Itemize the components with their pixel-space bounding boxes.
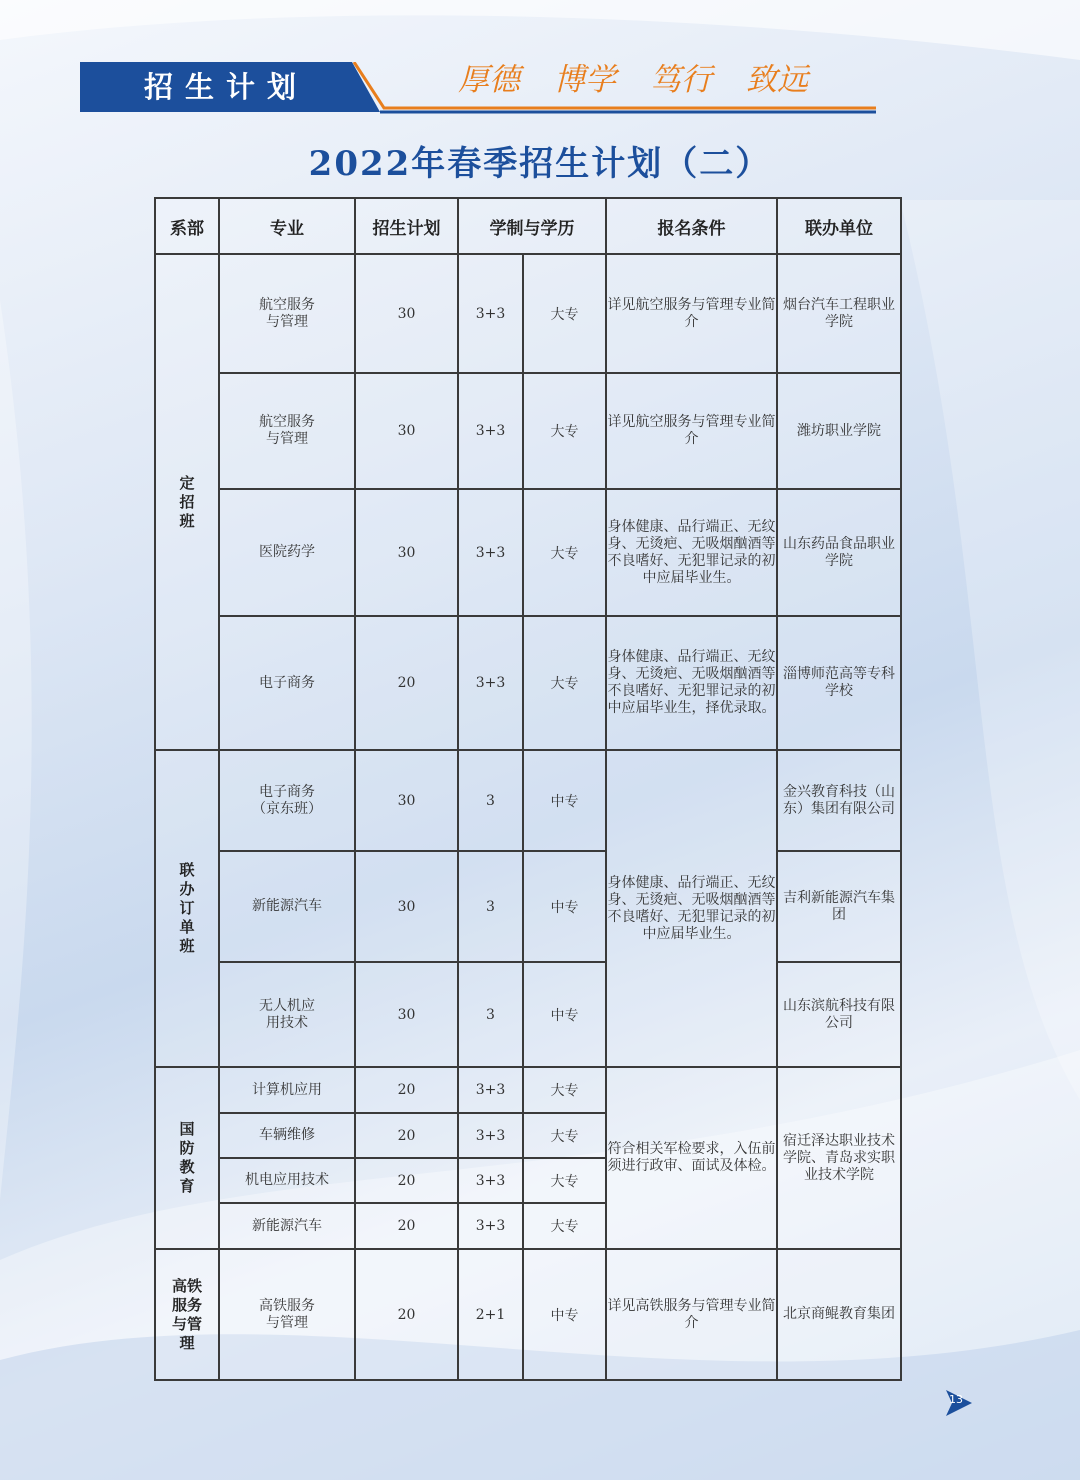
page-number: 13 [949, 1393, 963, 1406]
motto-word: 博学 [554, 62, 616, 98]
major-cell: 航空服务 与管理 [219, 373, 355, 489]
requirements-cell: 详见高铁服务与管理专业简介 [606, 1249, 777, 1380]
major-cell: 计算机应用 [219, 1067, 355, 1113]
years-cell: 2+1 [458, 1249, 523, 1380]
plan-cell: 20 [355, 616, 458, 750]
years-cell: 3+3 [458, 1158, 523, 1203]
plan-cell: 30 [355, 750, 458, 851]
requirements-cell: 符合相关军检要求，入伍前须进行政审、面试及体检。 [606, 1067, 777, 1249]
level-cell: 大专 [523, 254, 606, 373]
motto-word: 笃行 [650, 62, 712, 98]
enrollment-plan-table [154, 197, 902, 1381]
level-cell: 中专 [523, 1249, 606, 1380]
page-title: 2022年春季招生计划（二） [308, 144, 772, 184]
years-cell: 3 [458, 750, 523, 851]
requirements-cell: 身体健康、品行端正、无纹身、无烫疤、无吸烟酗酒等不良嗜好、无犯罪记录的初中应届毕业生，择优录取。 [606, 616, 777, 750]
partner-cell: 山东滨航科技有限公司 [777, 962, 901, 1067]
level-cell: 大专 [523, 373, 606, 489]
plan-cell: 30 [355, 373, 458, 489]
table-header-row [155, 198, 901, 254]
dept-cell: 高铁服务与管理 [155, 1249, 219, 1380]
years-cell: 3+3 [458, 616, 523, 750]
requirements-cell: 身体健康、品行端正、无纹身、无烫疤、无吸烟酗酒等不良嗜好、无犯罪记录的初中应届毕业生。 [606, 750, 777, 1067]
partner-cell: 山东药品食品职业学院 [777, 489, 901, 616]
level-cell: 大专 [523, 1113, 606, 1158]
header-requirements: 报名条件 [606, 198, 777, 254]
years-cell: 3+3 [458, 489, 523, 616]
level-cell: 中专 [523, 851, 606, 962]
plan-cell: 20 [355, 1113, 458, 1158]
table-row [155, 373, 901, 489]
years-cell: 3 [458, 851, 523, 962]
major-cell: 航空服务 与管理 [219, 254, 355, 373]
plan-cell: 30 [355, 254, 458, 373]
level-cell: 中专 [523, 750, 606, 851]
school-motto [458, 58, 878, 102]
table-row [155, 1067, 901, 1113]
header-dept: 系部 [155, 198, 219, 254]
header-duration: 学制与学历 [458, 198, 606, 254]
major-cell: 新能源汽车 [219, 1203, 355, 1249]
requirements-cell: 详见航空服务与管理专业简介 [606, 373, 777, 489]
major-cell: 无人机应 用技术 [219, 962, 355, 1067]
plan-cell: 20 [355, 1067, 458, 1113]
table-row [155, 489, 901, 616]
years-cell: 3 [458, 962, 523, 1067]
plan-cell: 20 [355, 1158, 458, 1203]
major-cell: 医院药学 [219, 489, 355, 616]
major-cell: 电子商务 （京东班） [219, 750, 355, 851]
section-header: 招生计划 [80, 62, 352, 112]
years-cell: 3+3 [458, 254, 523, 373]
years-cell: 3+3 [458, 373, 523, 489]
partner-cell: 潍坊职业学院 [777, 373, 901, 489]
header-plan: 招生计划 [355, 198, 458, 254]
plan-cell: 20 [355, 1249, 458, 1380]
requirements-cell: 详见航空服务与管理专业简介 [606, 254, 777, 373]
table-row [155, 1249, 901, 1380]
dept-cell: 国防教育 [155, 1067, 219, 1249]
table-row [155, 616, 901, 750]
header-major: 专业 [219, 198, 355, 254]
partner-cell: 宿迁泽达职业技术学院、青岛求实职业技术学院 [777, 1067, 901, 1249]
motto-word: 厚德 [458, 62, 520, 98]
level-cell: 大专 [523, 616, 606, 750]
header-partner: 联办单位 [777, 198, 901, 254]
partner-cell: 吉利新能源汽车集团 [777, 851, 901, 962]
major-cell: 车辆维修 [219, 1113, 355, 1158]
major-cell: 机电应用技术 [219, 1158, 355, 1203]
major-cell: 高铁服务 与管理 [219, 1249, 355, 1380]
major-cell: 新能源汽车 [219, 851, 355, 962]
dept-cell: 定招班 [155, 254, 219, 750]
partner-cell: 金兴教育科技（山东）集团有限公司 [777, 750, 901, 851]
plan-cell: 30 [355, 851, 458, 962]
level-cell: 大专 [523, 1203, 606, 1249]
years-cell: 3+3 [458, 1113, 523, 1158]
table-row [155, 254, 901, 373]
plan-cell: 20 [355, 1203, 458, 1249]
years-cell: 3+3 [458, 1067, 523, 1113]
level-cell: 中专 [523, 962, 606, 1067]
major-cell: 电子商务 [219, 616, 355, 750]
dept-cell: 联办订单班 [155, 750, 219, 1067]
motto-word: 致远 [746, 62, 808, 98]
level-cell: 大专 [523, 1158, 606, 1203]
partner-cell: 烟台汽车工程职业学院 [777, 254, 901, 373]
plan-cell: 30 [355, 489, 458, 616]
table-row [155, 962, 901, 1067]
table-row [155, 851, 901, 962]
partner-cell: 淄博师范高等专科学校 [777, 616, 901, 750]
requirements-cell: 身体健康、品行端正、无纹身、无烫疤、无吸烟酗酒等不良嗜好、无犯罪记录的初中应届毕业生。 [606, 489, 777, 616]
plan-cell: 30 [355, 962, 458, 1067]
table-row [155, 750, 901, 851]
level-cell: 大专 [523, 489, 606, 616]
partner-cell: 北京商鲲教育集团 [777, 1249, 901, 1380]
level-cell: 大专 [523, 1067, 606, 1113]
years-cell: 3+3 [458, 1203, 523, 1249]
